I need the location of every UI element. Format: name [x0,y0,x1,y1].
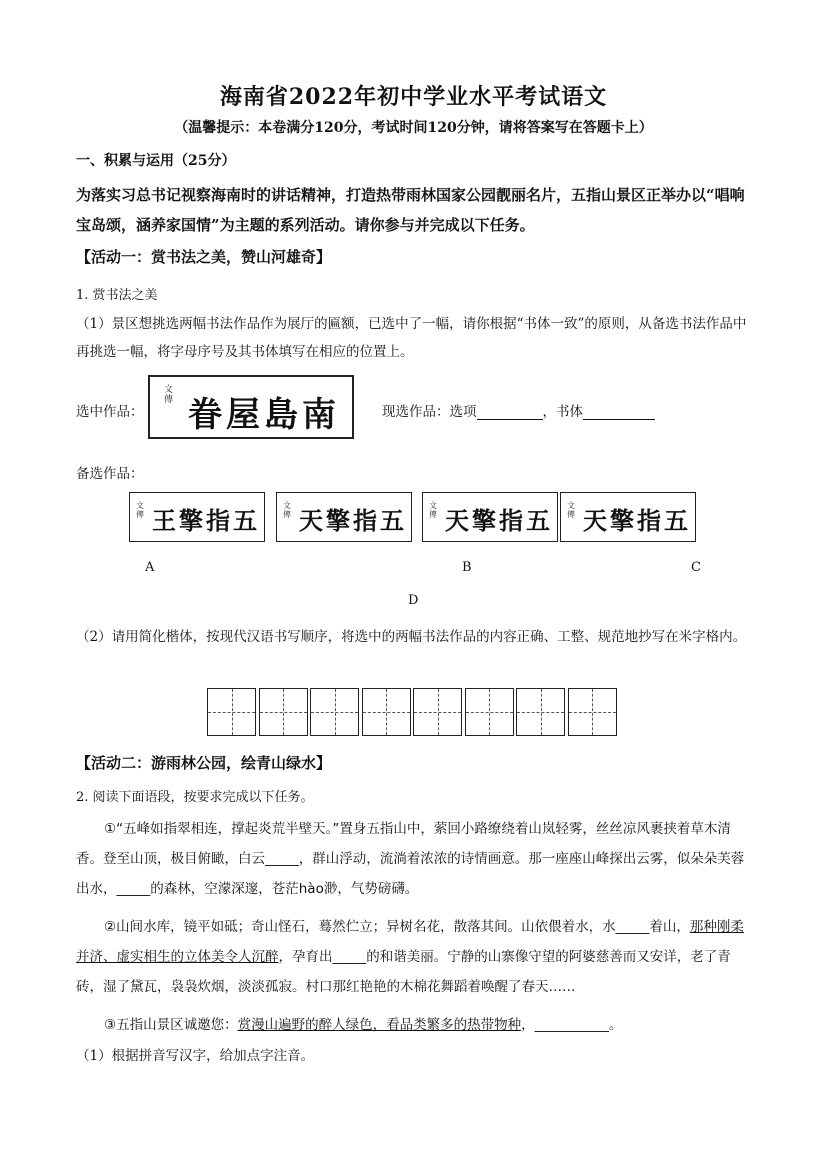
question-1: 1. 赏书法之美 [76,288,158,303]
option-blank[interactable] [477,405,543,420]
calligraphy-text: 天擎指五 [583,506,691,535]
paragraph-3-start: ③五指山景区诚邀您： [104,1017,238,1033]
exam-note: （温馨提示：本卷满分120分，考试时间120分钟，请将答案写在答题卡上） [174,120,653,136]
calligraphy-seal: 文傳 [164,385,174,405]
option-label-b: B [462,560,472,575]
reading-paragraph-3 [76,1010,750,1040]
option-label-c: C [691,560,701,575]
selected-work-label: 选中作品： [76,404,144,420]
question-1-part-1: （1）景区想挑选两幅书法作品作为展厅的匾额，已选中了一幅，请你根据“书体一致”的原则，从备选书法作品中再挑选一幅，将字母序号及其书体填写在相应的位置上。 [76,316,747,360]
activity-1-heading: 【活动一：赏书法之美，赞山河雄奇】 [76,248,332,266]
reading-paragraph-2 [76,912,750,1002]
candidates-label: 备选作品： [76,466,144,482]
option-label-a: A [145,560,155,575]
paragraph-2-end: ，孕育出_____的和谐美丽。宁静的山寨像守望的阿婆慈善而又安详，老了青砖，湿了黛瓦，袅袅炊烟，淡淡孤寂。村口那红艳艳的木棉花舞蹈着唤醒了春天…… [76,949,731,995]
grid-cell[interactable] [207,688,256,736]
intro-paragraph: 为落实习总书记视察海南时的讲话精神，打造热带雨林国家公园靓丽名片，五指山景区正举办以“唱响宝岛颂，涵养家国情”为主题的系列活动。请你参与并完成以下任务。 [76,186,745,234]
calligraphy-text: 眷屋島南 [188,395,340,435]
selected-calligraphy-image [148,375,354,439]
paragraph-3-end: ，___________。 [521,1017,623,1033]
calligraphy-seal: 文傳 [429,501,437,519]
candidate-a-image [129,492,265,542]
option-label-d: D [408,593,419,608]
reading-paragraph-1: ①“五峰如指翠相连，撑起炎荒半壁天。”置身五指山中，萦回小路缭绕着山岚轻雾，丝丝凉风裹挟着草木清香。登至山顶，极目俯瞰，白云_____，群山浮动，流淌着浓浓的诗情画意。那一座座山峰探出云雾，似朵朵芙蓉出水，_____的森林，空濛深邃，苍茫hào渺，气势磅礴。 [76,821,745,897]
calligraphy-text: 天擎指五 [445,506,553,535]
calligraphy-text: 天擎指五 [299,506,407,535]
candidate-d-image [560,492,696,542]
page-title: 海南省2022年初中学业水平考试语文 [219,84,608,110]
calligraphy-seal: 文傳 [136,501,144,519]
calligraphy-seal: 文傳 [567,501,575,519]
underlined-sentence: 赏漫山遍野的醉人绿色，看品类繁多的热带物种 [237,1017,522,1033]
now-selected-prefix: 现选作品：选项 [382,404,477,420]
script-style-blank[interactable] [583,405,655,420]
now-selected-line [382,400,655,420]
calligraphy-seal: 文傳 [283,501,291,519]
writing-grid [207,688,619,736]
underlined-sentence: 那种刚柔并济、虚实相生的立体美令人沉醉 [76,919,744,965]
grid-cell[interactable] [413,688,462,736]
grid-cell[interactable] [568,688,617,736]
calligraphy-text: 王擎指五 [152,506,260,535]
candidate-b-image [276,492,412,542]
activity-2-heading: 【活动二：游雨林公园，绘青山绿水】 [76,754,332,772]
grid-cell[interactable] [362,688,411,736]
question-2: 2. 阅读下面语段，按要求完成以下任务。 [76,790,314,805]
grid-cell[interactable] [465,688,514,736]
candidate-c-image [422,492,558,542]
now-selected-mid: ，书体 [542,404,583,420]
grid-cell[interactable] [259,688,308,736]
paragraph-2-start: ②山间水库，镜平如砥；奇山怪石，蓦然伫立；异树名花，散落其间。山依偎着水，水_____着山， [104,919,690,935]
section-heading: 一、积累与运用（25分） [76,153,236,169]
question-2-part-1: （1）根据拼音写汉字，给加点字注音。 [76,1048,315,1064]
grid-cell[interactable] [310,688,359,736]
grid-cell[interactable] [516,688,565,736]
question-1-part-2: （2）请用简化楷体，按现代汉语书写顺序，将选中的两幅书法作品的内容正确、工整、规范地抄写在米字格内。 [76,629,747,645]
